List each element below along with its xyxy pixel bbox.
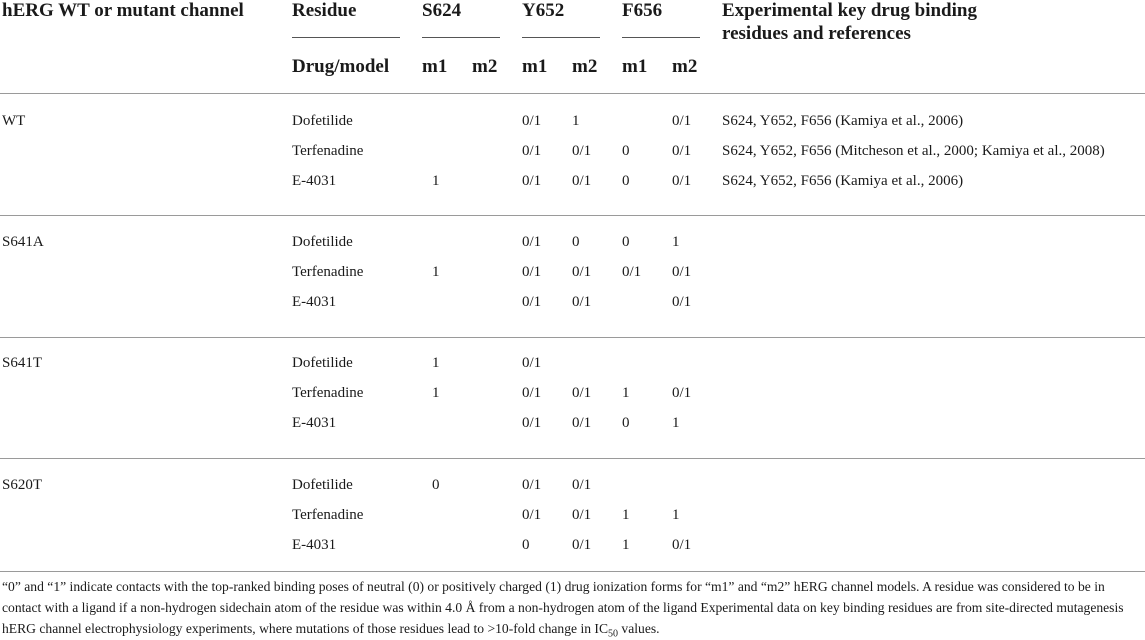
footnote-subscript: 50 [608,628,619,640]
col-header-residue: Residue [292,0,357,21]
reference-cell: S624, Y652, F656 (Mitcheson et al., 2000; Kamiya et al., 2008) [722,143,1105,159]
f656-m1-cell: 0 [622,143,630,159]
y652-m1-cell: 0/1 [522,294,542,310]
spanner-rule-f656 [622,37,700,38]
f656-m2-cell: 0/1 [672,537,692,553]
y652-m1-cell: 0 [522,537,530,553]
f656-m2-cell: 0/1 [672,385,692,401]
reference-cell: S624, Y652, F656 (Kamiya et al., 2006) [722,113,964,129]
channel-label: S620T [2,477,43,493]
drug-cell: Terfenadine [292,507,364,523]
col-header-s624-m1: m1 [422,56,448,77]
col-header-drugmodel: Drug/model [292,56,390,77]
col-header-channel: hERG WT or mutant channel [2,0,244,21]
group-divider-rule [0,458,1145,459]
drug-cell: Dofetilide [292,477,353,493]
y652-m2-cell: 1 [572,113,580,129]
f656-m1-cell: 0 [622,173,630,189]
col-header-s624: S624 [422,0,462,21]
f656-m1-cell: 1 [622,537,630,553]
y652-m2-cell: 0 [572,234,580,250]
col-header-refs-line1: Experimental key drug binding [722,0,977,21]
drug-cell: Terfenadine [292,385,364,401]
col-header-s624-m2: m2 [472,56,498,77]
y652-m1-cell: 0/1 [522,385,542,401]
col-header-refs-line2: residues and references [722,23,911,44]
y652-m2-cell: 0/1 [572,415,592,431]
y652-m1-cell: 0/1 [522,143,542,159]
s624-m1-cell: 1 [432,264,440,280]
f656-m2-cell: 0/1 [672,264,692,280]
y652-m1-cell: 0/1 [522,173,542,189]
y652-m2-cell: 0/1 [572,294,592,310]
y652-m1-cell: 0/1 [522,113,542,129]
f656-m2-cell: 0/1 [672,294,692,310]
channel-label: WT [2,113,26,129]
col-header-y652-m1: m1 [522,56,548,77]
y652-m1-cell: 0/1 [522,477,542,493]
f656-m1-cell: 1 [622,385,630,401]
y652-m1-cell: 0/1 [522,234,542,250]
y652-m2-cell: 0/1 [572,537,592,553]
y652-m2-cell: 0/1 [572,143,592,159]
col-header-f656-m1: m1 [622,56,648,77]
y652-m1-cell: 0/1 [522,264,542,280]
drug-cell: E-4031 [292,173,337,189]
drug-cell: E-4031 [292,294,337,310]
spanner-rule-y652 [522,37,600,38]
y652-m1-cell: 0/1 [522,355,542,371]
s624-m1-cell: 0 [432,477,440,493]
col-header-f656-m2: m2 [672,56,698,77]
f656-m1-cell: 0/1 [622,264,642,280]
f656-m2-cell: 0/1 [672,173,692,189]
drug-cell: Dofetilide [292,234,353,250]
drug-cell: Dofetilide [292,355,353,371]
table-bottom-rule [0,571,1145,572]
header-bottom-rule [0,93,1145,94]
drug-cell: Dofetilide [292,113,353,129]
y652-m2-cell: 0/1 [572,477,592,493]
f656-m2-cell: 0/1 [672,143,692,159]
f656-m1-cell: 0 [622,234,630,250]
f656-m2-cell: 1 [672,415,680,431]
f656-m1-cell: 0 [622,415,630,431]
s624-m1-cell: 1 [432,385,440,401]
y652-m2-cell: 0/1 [572,507,592,523]
channel-label: S641A [2,234,44,250]
spanner-rule-s624 [422,37,500,38]
y652-m2-cell: 0/1 [572,173,592,189]
col-header-f656: F656 [622,0,663,21]
s624-m1-cell: 1 [432,173,440,189]
f656-m2-cell: 1 [672,507,680,523]
reference-cell: S624, Y652, F656 (Kamiya et al., 2006) [722,173,964,189]
col-header-y652-m2: m2 [572,56,598,77]
channel-label: S641T [2,355,43,371]
footnote-text: “0” and “1” indicate contacts with the top-ranked binding poses of neutral (0) or positively charged (1) drug ionization forms for “m1” and “m2” hERG channel models. A residue was considered to be in contact with a ligand if a non-hydrogen sidechain atom of the residue was within 4.0 Å from a non-hydrogen atom of the ligand Experimental data on key binding residues are from site-directed mutagenesis hERG channel electrophysiology experiments, where mutations of those residues lead to >10-fold change in IC [2,579,1124,636]
group-divider-rule [0,337,1145,338]
f656-m1-cell: 1 [622,507,630,523]
y652-m1-cell: 0/1 [522,507,542,523]
spanner-rule-residue [292,37,400,38]
s624-m1-cell: 1 [432,355,440,371]
drug-cell: Terfenadine [292,264,364,280]
footnote-tail: values. [618,621,660,636]
drug-cell: Terfenadine [292,143,364,159]
group-divider-rule [0,215,1145,216]
table-footnote [2,576,1142,639]
y652-m2-cell: 0/1 [572,264,592,280]
drug-cell: E-4031 [292,415,337,431]
col-header-y652: Y652 [522,0,565,21]
y652-m1-cell: 0/1 [522,415,542,431]
drug-cell: E-4031 [292,537,337,553]
y652-m2-cell: 0/1 [572,385,592,401]
f656-m2-cell: 1 [672,234,680,250]
f656-m2-cell: 0/1 [672,113,692,129]
